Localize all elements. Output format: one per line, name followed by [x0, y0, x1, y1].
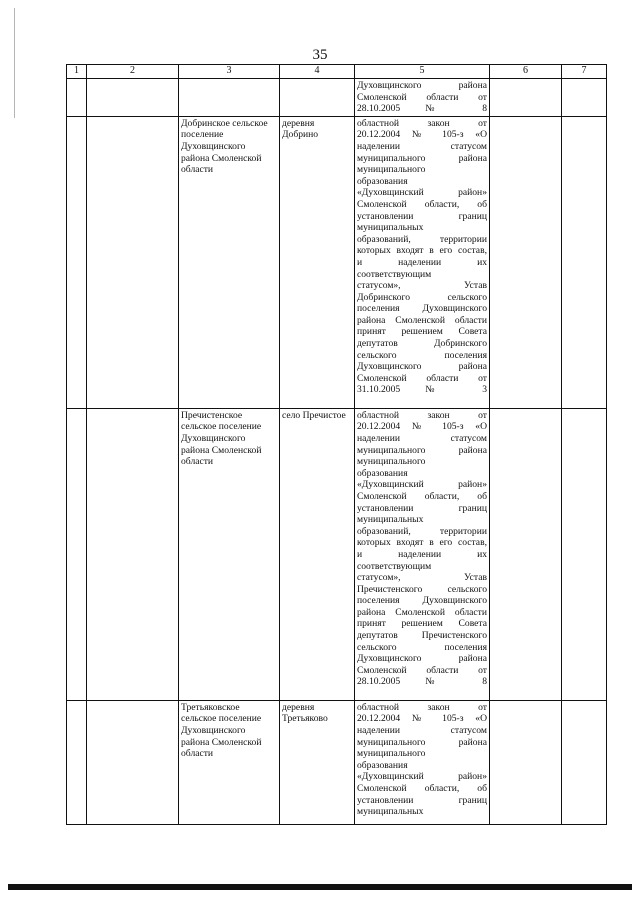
cell-text-line: Добринского сельского	[357, 291, 487, 303]
cell-text-line: Добринское сельское	[181, 117, 268, 129]
cell-text-line: муниципальных	[357, 514, 424, 526]
empty-cell	[87, 79, 179, 117]
settlement-name-cell	[179, 408, 280, 700]
cell-text-line: Смоленской области от	[357, 91, 487, 103]
cell-text-line: депутатов Добринского	[357, 338, 487, 350]
empty-cell	[562, 79, 607, 117]
cell-text-line: области	[181, 164, 214, 176]
cell-text-line: деревня	[282, 701, 315, 713]
cell-text-line: статусом», Устав	[357, 280, 487, 292]
legal-basis-cell	[355, 700, 490, 824]
settlement-name-cell	[179, 116, 280, 408]
legal-basis-cell	[355, 408, 490, 700]
cell-text-line: 20.12.2004 № 105-з «О	[357, 421, 487, 433]
empty-cell	[87, 408, 179, 700]
cell-text-line: установлении границ	[357, 210, 487, 222]
cell-text-line: село Пречистое	[282, 409, 346, 421]
empty-cell	[490, 79, 562, 117]
empty-cell	[562, 700, 607, 824]
cell-text-line: образований, территории	[357, 233, 487, 245]
cell-text-line: депутатов Пречистенского	[357, 630, 487, 642]
cell-text-line: 31.10.2005 № 3	[357, 384, 487, 396]
cell-text-line: наделении статусом	[357, 432, 487, 444]
cell-text-line: Духовщинского	[181, 724, 246, 736]
cell-text-line: установлении границ	[357, 502, 487, 514]
cell-text-line: деревня	[282, 117, 315, 129]
cell-text-line: и наделении их	[357, 256, 487, 268]
cell-text-line: области	[181, 748, 214, 760]
empty-cell	[490, 408, 562, 700]
cell-text-line: и наделении их	[357, 548, 487, 560]
empty-cell	[67, 116, 87, 408]
administrative-center-cell	[280, 116, 355, 408]
settlements-table	[66, 64, 607, 825]
administrative-center-cell	[280, 79, 355, 117]
cell-text-line: 20.12.2004 № 105-з «О	[357, 129, 487, 141]
cell-text-line: наделении статусом	[357, 140, 487, 152]
empty-cell	[67, 79, 87, 117]
cell-text-line: муниципального района	[357, 152, 487, 164]
cell-text-line: «Духовщинский район»	[357, 187, 487, 199]
empty-cell	[67, 700, 87, 824]
table-row	[67, 79, 607, 117]
cell-text-line: района Смоленской	[181, 152, 262, 164]
cell-text-line: областной закон от	[357, 117, 487, 129]
empty-cell	[562, 408, 607, 700]
cell-text-line: сельского поселения	[357, 641, 487, 653]
cell-text-line: статусом», Устав	[357, 572, 487, 584]
cell-text-line: Духовщинского района	[357, 653, 487, 665]
cell-text-line: района Смоленской	[181, 736, 262, 748]
cell-text-line: поселение	[181, 129, 224, 141]
legal-basis-cell	[355, 79, 490, 117]
empty-cell	[490, 700, 562, 824]
cell-text-line: сельское поселение	[181, 421, 262, 433]
column-header-1: 1	[67, 65, 87, 79]
table-row	[67, 116, 607, 408]
legal-basis-cell	[355, 116, 490, 408]
settlement-name-cell	[179, 79, 280, 117]
cell-text-line: муниципального	[357, 164, 426, 176]
cell-text-line: муниципального	[357, 456, 426, 468]
cell-text-line: Духовщинского	[181, 140, 246, 152]
column-header-3: 3	[179, 65, 280, 79]
cell-text-line: Пречистенского сельского	[357, 583, 487, 595]
cell-text-line: Смоленской области от	[357, 372, 487, 384]
cell-text-line: Смоленской области, об	[357, 198, 487, 210]
empty-cell	[67, 408, 87, 700]
cell-text-line: области	[181, 456, 214, 468]
table-body	[67, 65, 607, 825]
cell-text-line: «Духовщинский район»	[357, 479, 487, 491]
column-header-7: 7	[562, 65, 607, 79]
cell-text-line: которых входят в его состав,	[357, 245, 487, 257]
cell-text-line: района Смоленской области	[357, 314, 487, 326]
administrative-center-cell	[280, 408, 355, 700]
cell-text-line: Духовщинского района	[357, 361, 487, 373]
empty-cell	[562, 116, 607, 408]
cell-text-line: муниципальных	[357, 806, 424, 818]
cell-text-line: муниципального района	[357, 736, 487, 748]
cell-text-line: Духовщинского района	[357, 80, 487, 91]
cell-text-line: сельское поселение	[181, 713, 262, 725]
cell-text-line: муниципальных	[357, 222, 424, 234]
cell-text-line: образований, территории	[357, 525, 487, 537]
cell-text-line: установлении границ	[357, 794, 487, 806]
column-header-2: 2	[87, 65, 179, 79]
cell-text-line: соответствующим	[357, 268, 432, 280]
column-header-4: 4	[280, 65, 355, 79]
table-header-row	[67, 65, 607, 79]
empty-cell	[87, 116, 179, 408]
column-header-5: 5	[355, 65, 490, 79]
cell-text-line: областной закон от	[357, 409, 487, 421]
cell-text-line: областной закон от	[357, 701, 487, 713]
cell-text-line: поселения Духовщинского	[357, 303, 487, 315]
cell-text-line: «Духовщинский район»	[357, 771, 487, 783]
cell-text-line: сельского поселения	[357, 349, 487, 361]
empty-cell	[490, 116, 562, 408]
table-row	[67, 408, 607, 700]
table-row	[67, 700, 607, 824]
cell-text-line: образования	[357, 175, 408, 187]
cell-text-line: принят решением Совета	[357, 326, 487, 338]
left-margin-rule	[14, 8, 15, 118]
empty-cell	[87, 700, 179, 824]
cell-text-line: 20.12.2004 № 105-з «О	[357, 713, 487, 725]
bottom-scan-bar	[8, 884, 632, 890]
page-number: 35	[312, 47, 328, 63]
cell-text-line: района Смоленской области	[357, 606, 487, 618]
settlement-name-cell	[179, 700, 280, 824]
cell-text-line: Третьяково	[282, 713, 328, 725]
cell-text-line: 28.10.2005 № 8	[357, 676, 487, 688]
cell-text-line: Пречистенское	[181, 409, 243, 421]
cell-text-line: Добрино	[282, 129, 319, 141]
column-header-6: 6	[490, 65, 562, 79]
cell-text-line: принят решением Совета	[357, 618, 487, 630]
cell-text-line: Третьяковское	[181, 701, 240, 713]
cell-text-line: муниципального	[357, 748, 426, 760]
cell-text-line: Смоленской области от	[357, 664, 487, 676]
cell-text-line: Смоленской области, об	[357, 782, 487, 794]
cell-text-line: поселения Духовщинского	[357, 595, 487, 607]
cell-text-line: которых входят в его состав,	[357, 537, 487, 549]
cell-text-line: Смоленской области, об	[357, 490, 487, 502]
cell-text-line: 28.10.2005 № 8	[357, 103, 487, 115]
cell-text-line: образования	[357, 467, 408, 479]
cell-text-line: образования	[357, 759, 408, 771]
administrative-center-cell	[280, 700, 355, 824]
cell-text-line: соответствующим	[357, 560, 432, 572]
cell-text-line: наделении статусом	[357, 724, 487, 736]
cell-text-line: района Смоленской	[181, 444, 262, 456]
cell-text-line: Духовщинского	[181, 432, 246, 444]
cell-text-line: муниципального района	[357, 444, 487, 456]
